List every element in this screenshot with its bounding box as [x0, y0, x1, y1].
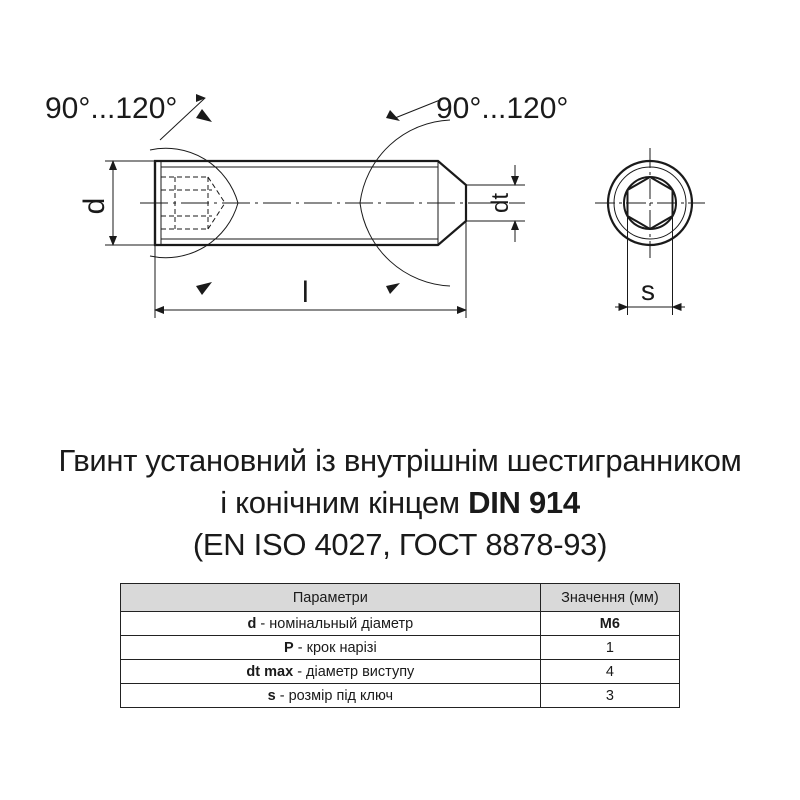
- angle-left-label: 90°...120°: [45, 92, 178, 125]
- param-symbol: P: [284, 639, 294, 656]
- standard-label: DIN 914: [468, 485, 580, 520]
- angle-right-dimension: [360, 100, 450, 286]
- d-label: d: [78, 197, 111, 215]
- s-label: s: [641, 275, 655, 306]
- title-line-3: (EN ISO 4027, ГОСТ 8878-93): [192, 527, 608, 562]
- param-symbol: dt max: [246, 663, 294, 680]
- value-cell: M6: [540, 612, 679, 636]
- product-title: [0, 440, 800, 566]
- title-line-2-prefix: і конічним кінцем: [220, 485, 460, 520]
- param-desc: - номінальный діаметр: [256, 615, 414, 632]
- table-row: [121, 660, 680, 684]
- table-row: [121, 684, 680, 708]
- parameters-table: [120, 583, 680, 708]
- dt-label: dt: [487, 192, 514, 214]
- value-cell: 4: [540, 660, 679, 684]
- title-line-1: Гвинт установний із внутрішнім шестигранником: [58, 443, 742, 478]
- param-desc: - крок нарізі: [293, 639, 377, 656]
- param-cell: [121, 612, 541, 636]
- param-symbol: d: [247, 615, 257, 632]
- screw-end-view: [595, 148, 705, 258]
- param-desc: - діаметр виступу: [293, 663, 415, 680]
- param-cell: [121, 636, 541, 660]
- param-cell: [121, 660, 541, 684]
- param-cell: [121, 684, 541, 708]
- table-header-row: [121, 584, 680, 612]
- header-parameters: Параметри: [121, 584, 541, 612]
- table-row: [121, 612, 680, 636]
- table-row: [121, 636, 680, 660]
- l-label: l: [302, 276, 309, 309]
- param-desc: - розмір під ключ: [275, 687, 394, 704]
- value-cell: 3: [540, 684, 679, 708]
- header-values: Значення (мм): [540, 584, 679, 612]
- l-dimension: [155, 221, 466, 318]
- angle-right-label: 90°...120°: [436, 92, 569, 125]
- value-cell: 1: [540, 636, 679, 660]
- screw-side-view: [140, 161, 525, 245]
- title-line-2: [0, 482, 800, 524]
- param-symbol: s: [267, 687, 276, 704]
